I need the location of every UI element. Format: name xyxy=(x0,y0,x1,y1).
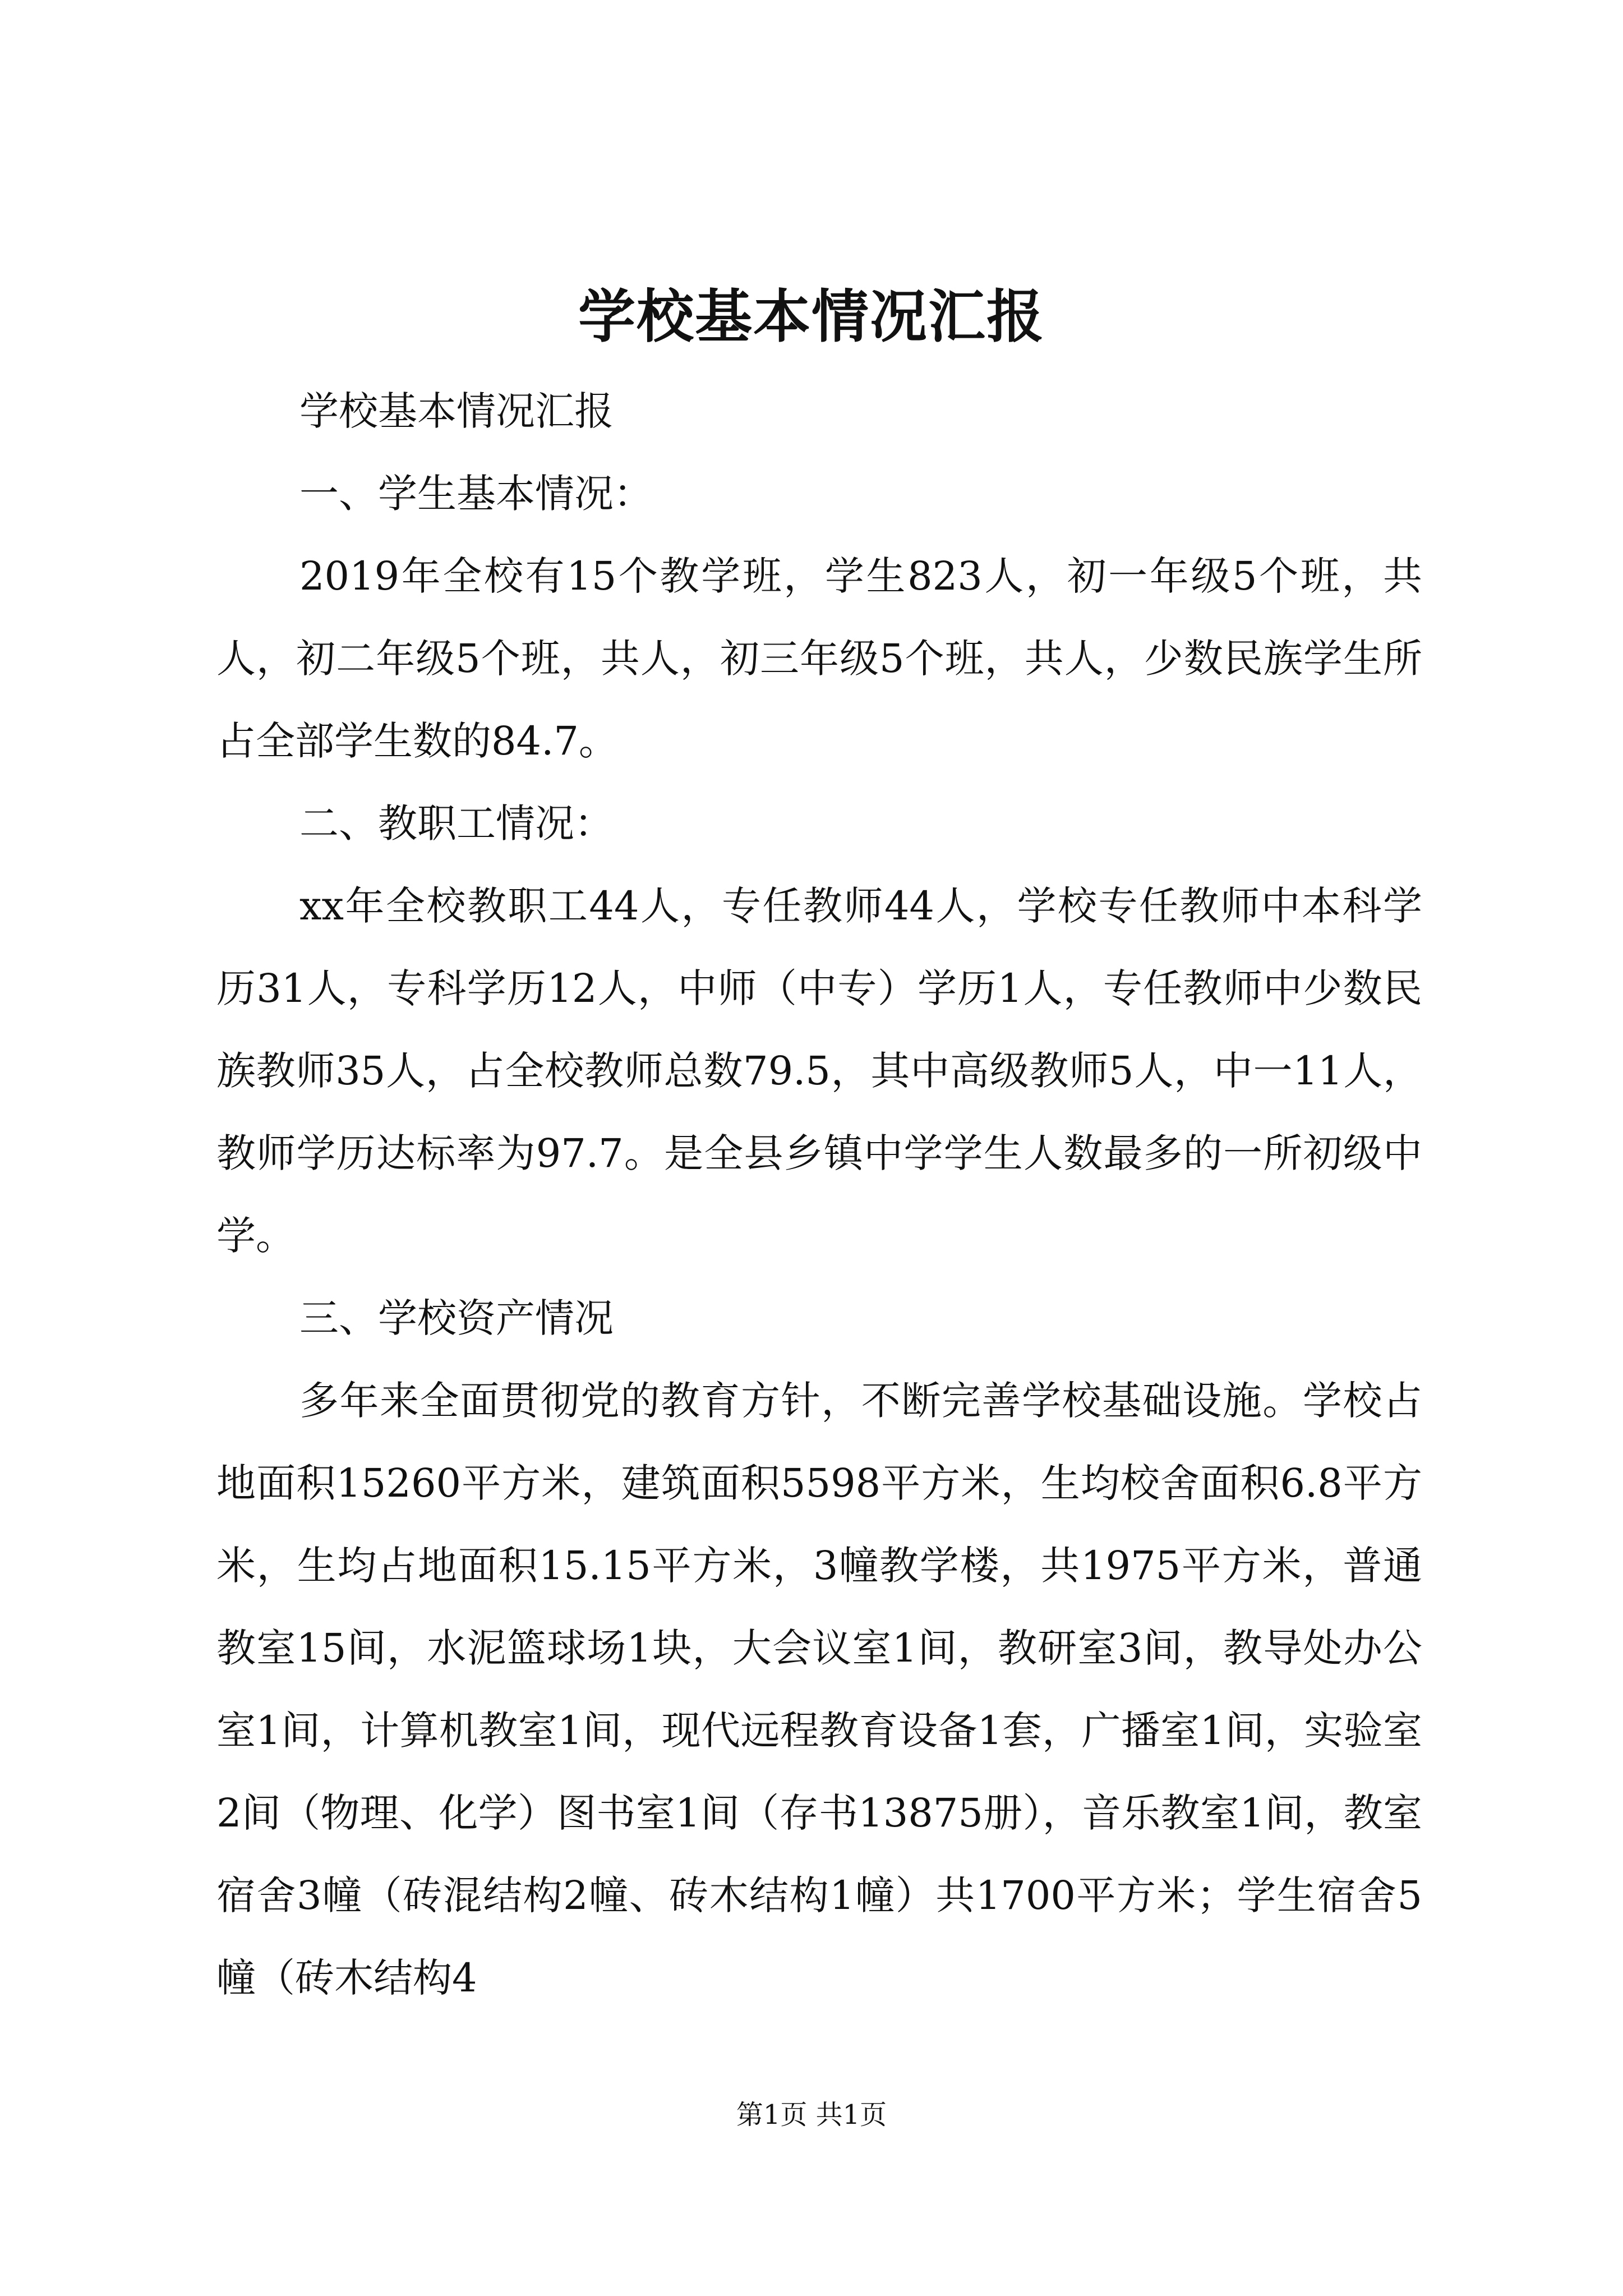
page-footer: 第1页 共1页 xyxy=(736,2099,887,2131)
paragraph-staff: xx年全校教职工44人，专任教师44人，学校专任教师中本科学历31人，专科学历12人，中师（中专）学历1人，专任教师中少数民族教师35人，占全校教师总数79.5，其中高级教师5人，中一11人，教师学历达标率为97.7。是全县乡镇中学学生人数最多的一所初级中学。 xyxy=(216,883,1422,1259)
paragraph-subtitle: 学校基本情况汇报 xyxy=(299,388,614,434)
section-heading-staff: 二、教职工情况： xyxy=(299,800,614,846)
section-heading-students: 一、学生基本情况： xyxy=(299,471,653,517)
document-title: 学校基本情况汇报 xyxy=(578,283,1045,351)
paragraph-students: 2019年全校有15个教学班，学生823人，初一年级5个班，共人，初二年级5个班，共人，初三年级5个班，共人，少数民族学生所占全部学生数的84.7。 xyxy=(216,553,1422,764)
paragraph-assets: 多年来全面贯彻党的教育方针，不断完善学校基础设施。学校占地面积15260平方米，建筑面积5598平方米，生均校舍面积6.8平方米，生均占地面积15.15平方米，3幢教学楼，共1975平方米，普通教室15间，水泥篮球场1块，大会议室1间，教研室3间，教导处办公室1间，计算机教室1间，现代远程教育设备1套，广播室1间，实验室2间（物理、化学）图书室1间（存书13875册），音乐教室1间，教室宿舍3幢（砖混结构2幢、砖木结构1幢）共1700平方米；学生宿舍5幢（砖木结构4 xyxy=(216,1378,1422,2001)
section-heading-assets: 三、学校资产情况 xyxy=(299,1295,614,1341)
document-body xyxy=(216,370,1422,2019)
